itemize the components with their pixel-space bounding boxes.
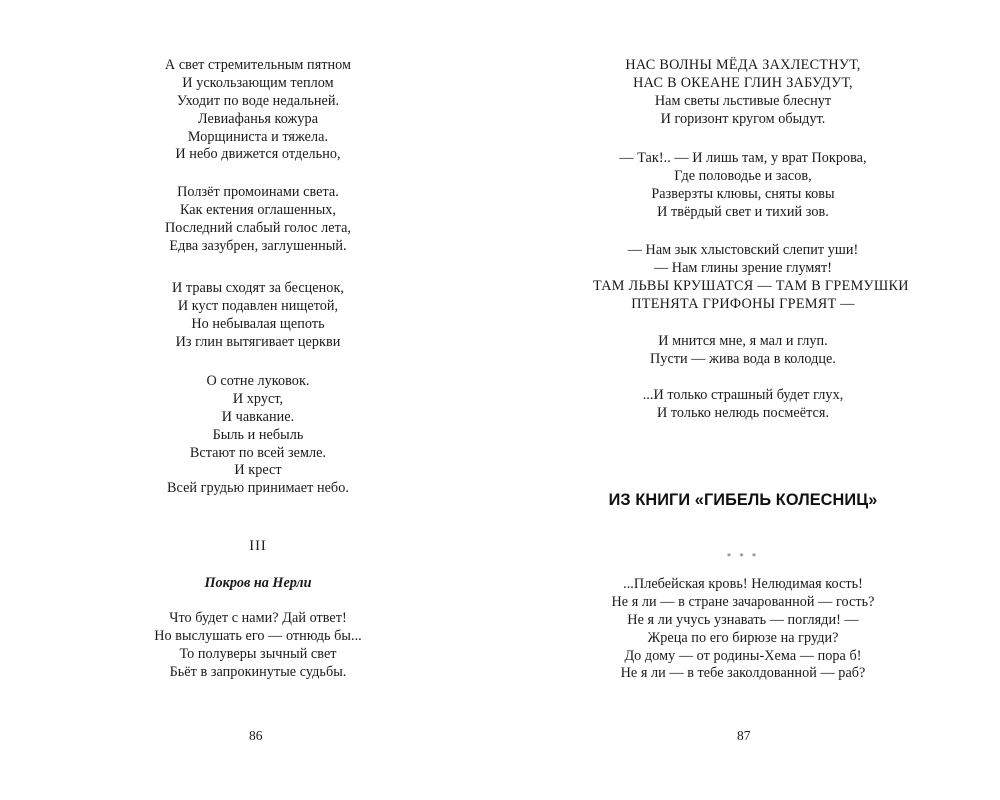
stanza [593,333,893,369]
verse-line: Всей грудью принимает небо. [167,480,349,497]
right-page [500,0,1000,800]
verse-line: О сотне луковок. [206,373,310,389]
stanza [593,150,893,222]
verse-line: Ползёт промоинами света. [177,184,339,200]
verse-line: И ускользающим теплом [182,74,334,91]
verse-line: Уходит по воде недальней. [176,92,340,109]
verse-line: Не я ли — в стране зачарованной — гость? [611,593,875,610]
verse-line: Едва зазубрен, заглушенный. [169,237,347,254]
stanza [108,280,408,352]
stanza [108,373,408,498]
verse-line: И крест [234,462,282,479]
verse-line: А свет стремительным пятном [164,57,352,73]
verse-line: Не я ли — в тебе заколдованной — раб? [620,665,866,682]
verse-line: НАС В ОКЕАНЕ ГЛИН ЗАБУДУТ, [633,74,853,91]
verse-line: Из глин вытягивает церкви [175,333,341,350]
verse-line: До дому — от родины-Хема — пора б! [624,647,862,664]
verse-line: — Нам зык хлыстовский слепит уши! [627,242,859,258]
verse-line: ТАМ ЛЬВЫ КРУШАТСЯ — ТАМ В ГРЕМУШКИ [593,277,909,294]
verse-line: И хруст, [232,390,284,407]
stanza [593,57,893,129]
verse-line: И только нелюдь посмеётся. [656,404,830,421]
verse-line: Встают по всей земле. [189,444,327,461]
stanza [593,576,893,683]
verse-line: НАС ВОЛНЫ МЁДА ЗАХЛЕСТНУТ, [625,57,861,73]
verse-line: Пусти — жива вода в колодце. [650,350,836,367]
verse-line: ...И только страшный будет глух, [642,387,844,403]
verse-line: Что будет с нами? Дай ответ! [169,610,347,626]
verse-line: И травы сходят за бесценок, [172,280,344,296]
verse-line: Морщиниста и тяжела. [187,128,329,145]
verse-line: И твёрдый свет и тихий зов. [657,203,829,220]
verse-line: Не я ли учусь узнавать — погляди! — [627,611,859,628]
verse-line: И чавкание. [221,408,295,425]
page-number: 86 [249,728,263,743]
verse-line: И куст подавлен нищетой, [177,297,339,314]
verse-line: Последний слабый голос лета, [164,219,352,236]
verse-line: И горизонт кругом обыдут. [660,110,826,127]
asterism-divider: * * * [726,552,760,561]
verse-line: То полуверы зычный свет [179,645,337,662]
verse-line: — Нам глины зрение глумят! [653,259,833,276]
verse-line: Где половодье и засов, [674,167,812,184]
verse-line: Быль и небыль [212,426,304,443]
page-number: 87 [737,728,751,743]
verse-line: — Так!.. — И лишь там, у врат Покрова, [619,150,867,166]
section-number: III [249,538,267,554]
verse-line: Но выслушать его — отнюдь бы... [154,627,362,644]
stanza [108,184,408,256]
stanza [593,242,909,314]
verse-line: Разверзты клювы, сняты ковы [651,185,835,202]
verse-line: Как ектения оглашенных, [179,201,337,218]
verse-line: Нам светы льстивые блеснут [654,92,832,109]
verse-line: Бьёт в запрокинутые судьбы. [169,663,347,680]
book-heading: ИЗ КНИГИ «ГИБЕЛЬ КОЛЕСНИЦ» [608,491,878,509]
stanza [108,610,408,682]
stanza [593,387,893,423]
stanza [108,57,408,164]
verse-line: И мнится мне, я мал и глуп. [658,333,828,349]
verse-line: ...Плебейская кровь! Нелюдимая кость! [623,576,863,592]
verse-line: Жреца по его бирюзе на груди? [647,629,839,646]
verse-line: ПТЕНЯТА ГРИФОНЫ ГРЕМЯТ — [631,295,855,312]
verse-line: Левиафанья кожура [197,110,319,127]
verse-line: Но небывалая щепоть [191,315,325,332]
verse-line: И небо движется отдельно, [175,146,341,163]
poem-title: Покров на Нерли [204,575,312,591]
